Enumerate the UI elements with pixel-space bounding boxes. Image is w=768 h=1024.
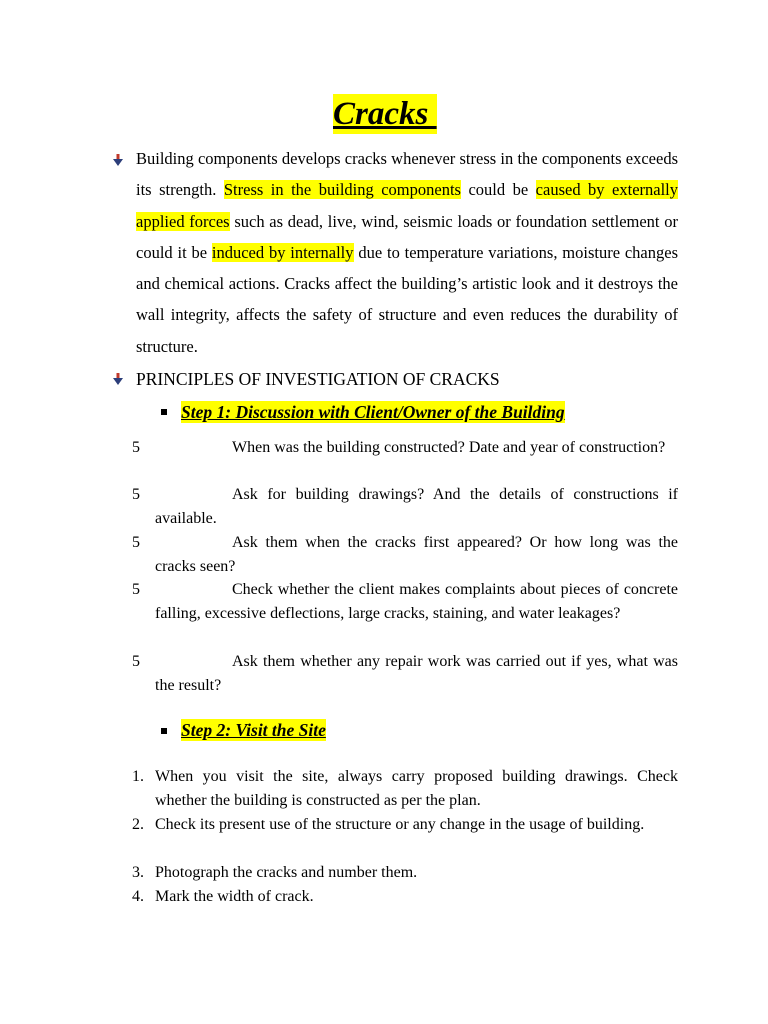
intro-paragraph — [136, 143, 678, 362]
step2-item-1-number: 1. — [132, 768, 144, 785]
square-bullet-icon — [161, 728, 167, 734]
step2-item-3-number: 3. — [132, 864, 144, 881]
step1-item-3-number: 5 — [132, 534, 140, 551]
step1-item-1-text: When was the building constructed? Date and year of construction? — [232, 439, 666, 456]
step1-item-2-number: 5 — [132, 486, 140, 503]
principles-heading: PRINCIPLES OF INVESTIGATION OF CRACKS — [136, 369, 500, 389]
step2-item-1-text: When you visit the site, always carry proposed building drawings. Check whether the building is constructed as per the plan. — [155, 768, 678, 809]
step2-item-4-text: Mark the width of crack. — [155, 888, 314, 905]
step1-item-3-text: Ask them when the cracks first appeared? Or how long was the cracks seen? — [155, 534, 678, 575]
step1-title: Step 1: Discussion with Client/Owner of the Building — [181, 402, 565, 422]
intro-text-4: due to temperature variations, moisture changes and chemical actions. Cracks affect the building’s artistic look and it destroys the wall integrity, affects the safety of structure and even reduces the durability of structure. — [136, 242, 678, 356]
intro-highlight-3: induced by internally — [211, 242, 354, 262]
arrow-bullet-icon — [113, 154, 123, 166]
step1-item-2-text: Ask for building drawings? And the details of constructions if available. — [155, 486, 678, 527]
step2-item-2-text: Check its present use of the structure or any change in the usage of building. — [155, 816, 645, 833]
step2-item-2-number: 2. — [132, 816, 144, 833]
intro-highlight-2: caused by externally applied forces — [136, 180, 679, 231]
step2-item-3-text: Photograph the cracks and number them. — [155, 864, 418, 881]
page-title: Cracks — [333, 96, 437, 132]
intro-text-1: Building components develops cracks whenever stress in the components exceeds its strength. — [136, 149, 678, 200]
square-bullet-icon — [161, 409, 167, 415]
step1-item-5-number: 5 — [132, 653, 140, 670]
step2-title: Step 2: Visit the Site — [181, 720, 326, 740]
step1-item-1-number: 5 — [132, 439, 140, 456]
step1-item-5-text: Ask them whether any repair work was carried out if yes, what was the result? — [155, 653, 678, 694]
arrow-bullet-icon — [113, 373, 123, 385]
intro-highlight-1: Stress in the building components — [223, 180, 461, 200]
intro-text-3: such as dead, live, wind, seismic loads or foundation settlement or could it be — [136, 211, 678, 262]
intro-text-2: could be — [460, 180, 536, 200]
step1-item-4-number: 5 — [132, 581, 140, 598]
step2-item-4-number: 4. — [132, 888, 144, 905]
step1-item-4-text: Check whether the client makes complaints about pieces of concrete falling, excessive deflections, large cracks, staining, and water leakages? — [155, 581, 678, 622]
